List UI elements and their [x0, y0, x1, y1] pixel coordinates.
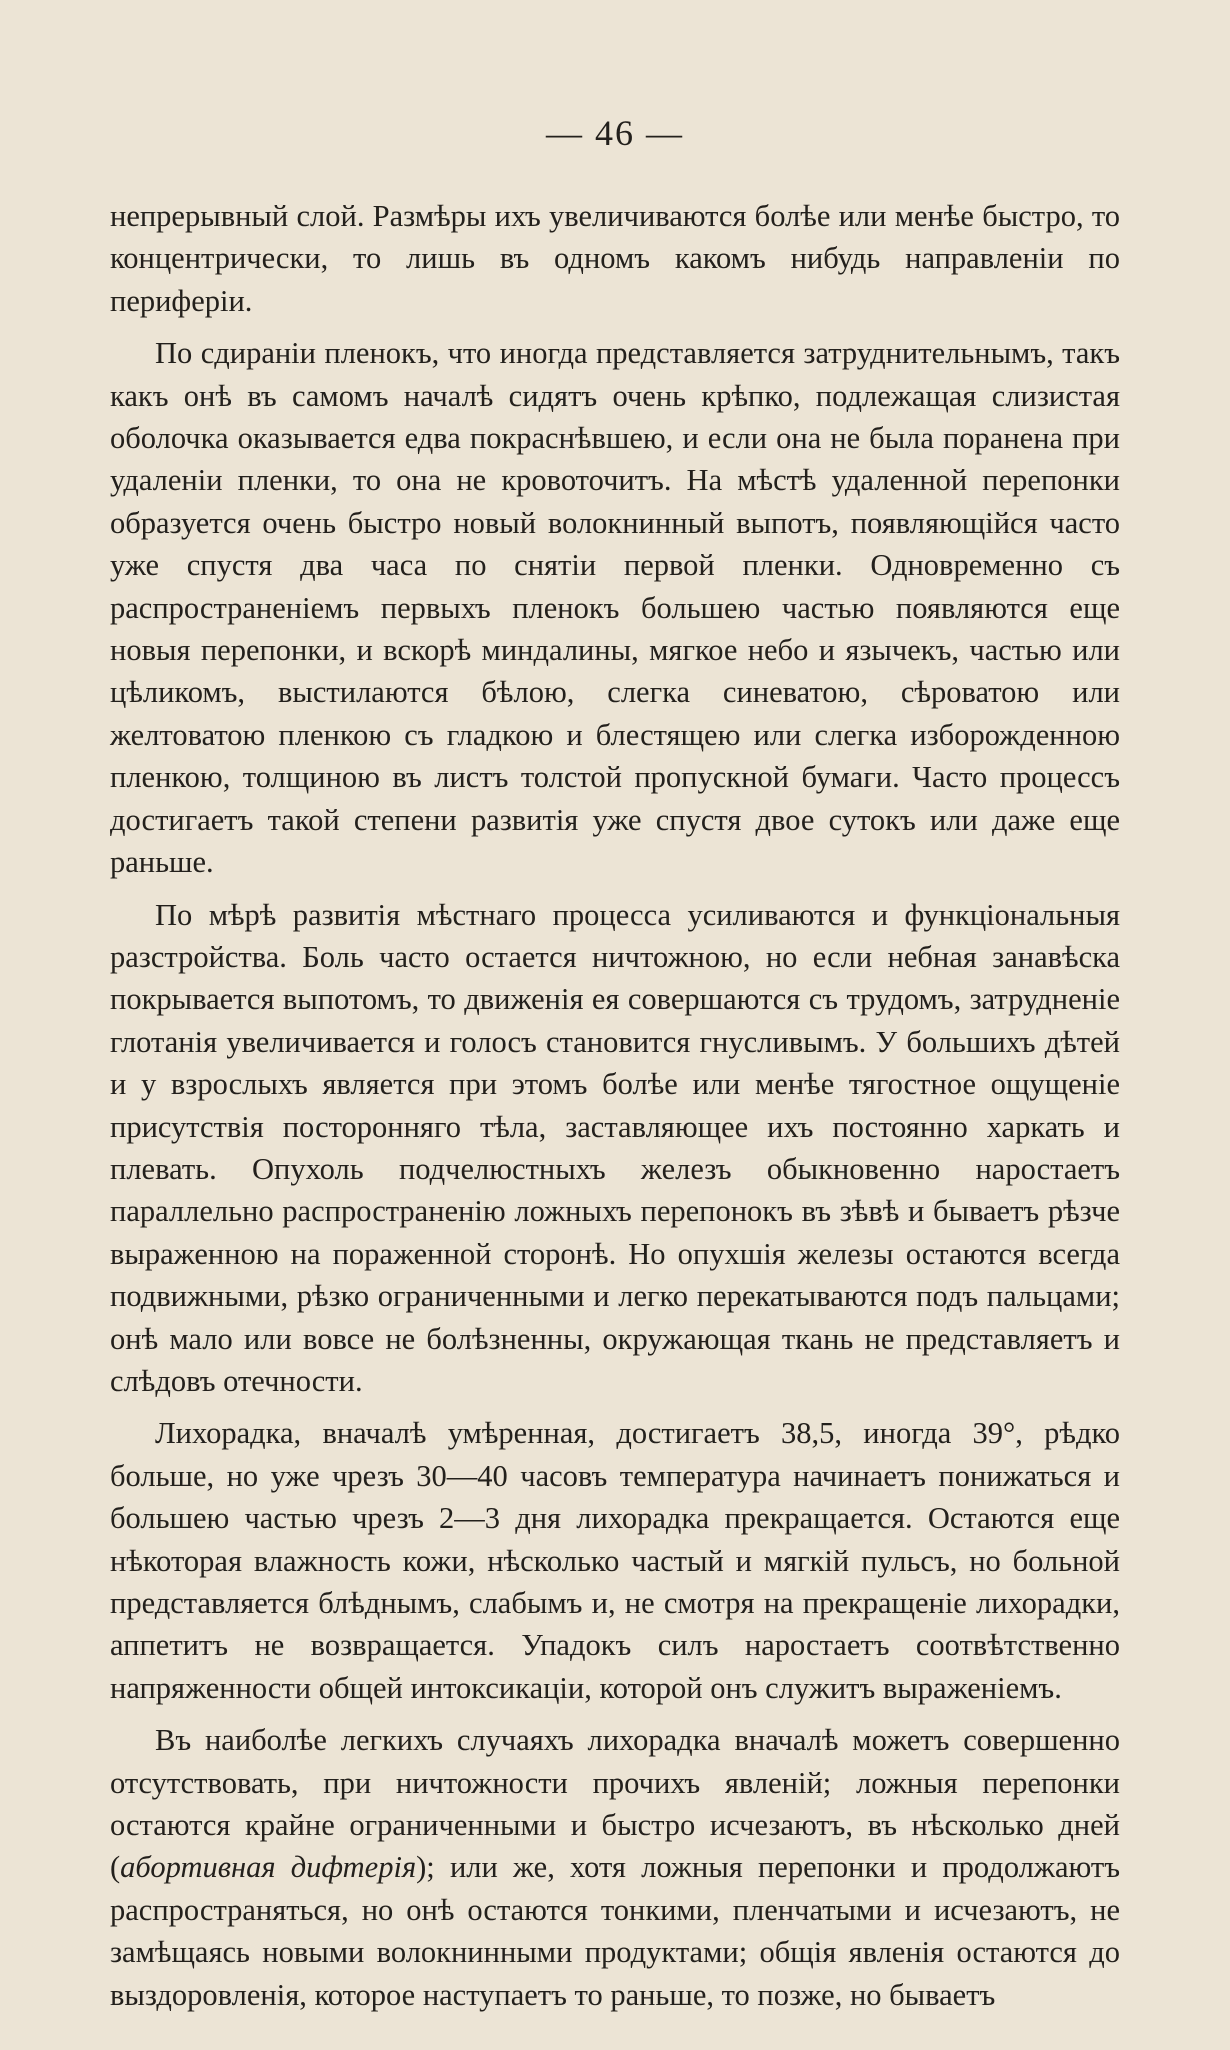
- paragraph-5: [110, 1719, 1120, 2016]
- paragraph-2: По сдираніи пленокъ, что иногда представляется затруднительнымъ, такъ какъ онѣ въ самомъ началѣ сидятъ очень крѣпко, подлежащая слизистая оболочка оказывается едва покраснѣвшею, и если она не была поранена при удаленіи пленки, то она не кровоточитъ. На мѣстѣ удаленной перепонки образуется очень быстро новый волокнинный выпотъ, появляющійся часто уже спустя два часа по снятіи первой пленки. Одновременно съ распространеніемъ первыхъ пленокъ большею частью появляются еще новыя перепонки, и вскорѣ миндалины, мягкое небо и язычекъ, частью или цѣликомъ, выстилаются бѣлою, слегка синеватою, сѣроватою или желтоватою пленкою съ гладкою и блестящею или слегка изборожденною пленкою, толщиною въ листъ толстой пропускной бумаги. Часто процессъ достигаетъ такой степени развитія уже спустя двое сутокъ или даже еще раньше.: [110, 336, 1120, 880]
- paragraph-5-text-before: Въ наиболѣе легкихъ случаяхъ лихорадка вначалѣ можетъ совершенно отсутствовать, при ничтожности прочихъ явленій; ложныя перепонки остаются крайне ограниченными и быстро исчезаютъ, въ нѣсколько дней (: [110, 1723, 1120, 1885]
- paragraph-3: По мѣрѣ развитія мѣстнаго процесса усиливаются и функціональныя разстройства. Боль часто остается ничтожною, но если небная занавѣска покрывается выпотомъ, то движенія ея совершаются съ трудомъ, затрудненіе глотанія увеличивается и голосъ становится гнусливымъ. У большихъ дѣтей и у взрослыхъ является при этомъ болѣе или менѣе тягостное ощущеніе присутствія посторонняго тѣла, заставляющее ихъ постоянно харкать и плевать. Опухоль подчелюстныхъ железъ обыкновенно наростаетъ параллельно распространенію ложныхъ перепонокъ въ зѣвѣ и бываетъ рѣзче выраженною на пораженной сторонѣ. Но опухшія железы остаются всегда подвижными, рѣзко ограниченными и легко перекатываются подъ пальцами; онѣ мало или вовсе не болѣзненны, окружающая ткань не представляетъ и слѣдовъ отечности.: [110, 897, 1120, 1398]
- paragraph-5-emphasis: абортивная дифтерія: [120, 1850, 417, 1885]
- paragraph-5-text-after: ); или же, хотя ложныя перепонки и продолжаютъ распространяться, но онѣ остаются тонкими, пленчатыми и исчезаютъ, не замѣщаясь новыми волокнинными продуктами; общія явленія остаются до выздоровленія, которое наступаетъ то раньше, то позже, но бываетъ: [110, 1850, 1120, 2012]
- paragraph-4: Лихорадка, вначалѣ умѣренная, достигаетъ 38,5, иногда 39°, рѣдко больше, но уже чрезъ 30—40 часовъ температура начинаетъ понижаться и большею частью чрезъ 2—3 дня лихорадка прекращается. Остаются еще нѣкоторая влажность кожи, нѣсколько частый и мягкій пульсъ, но больной представляется блѣднымъ, слабымъ и, не смотря на прекращеніе лихорадки, аппетитъ не возвращается. Упадокъ силъ наростаетъ соотвѣтственно напряженности общей интоксикаціи, которой онъ служитъ выраженіемъ.: [110, 1416, 1120, 1705]
- paragraph-1: непрерывный слой. Размѣры ихъ увеличиваются болѣе или менѣе быстро, то концентрически, то лишь въ одномъ какомъ нибудь направленіи по периферіи.: [110, 199, 1120, 318]
- page-number: — 46 —: [546, 113, 684, 153]
- body-text: [110, 195, 1120, 2026]
